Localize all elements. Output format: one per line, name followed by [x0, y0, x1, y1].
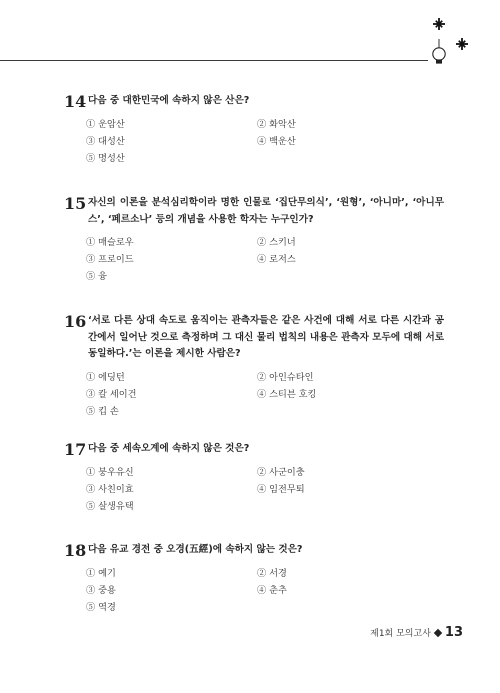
- question-text: 다음 유교 경전 중 오경(五經)에 속하지 않는 것은?: [88, 544, 303, 555]
- option-1[interactable]: ① 붕우유신: [86, 467, 134, 478]
- options-grid: [86, 371, 444, 418]
- header-rule: [0, 60, 428, 61]
- question-text: 다음 중 대한민국에 속하지 않은 산은?: [88, 95, 250, 106]
- header-decoration: [418, 14, 500, 74]
- option-2[interactable]: ② 아인슈타인: [257, 371, 314, 383]
- option-2[interactable]: ② 화악산: [257, 119, 296, 130]
- option-4[interactable]: ④ 스티븐 호킹: [257, 388, 317, 400]
- question-15: [64, 196, 444, 283]
- question-18: [64, 543, 444, 614]
- sparkle-icon: [456, 38, 468, 50]
- options-grid: [86, 567, 444, 614]
- options-grid: [86, 466, 444, 513]
- page-footer: [370, 625, 463, 640]
- option-1[interactable]: ① 에딩턴: [86, 371, 125, 383]
- question-16: [64, 314, 444, 418]
- question-number: 17: [64, 440, 87, 459]
- option-1[interactable]: ① 예기: [86, 568, 116, 579]
- question-text: ‘서로 다른 상대 속도로 움직이는 관측자들은 같은 사건에 대해 서로 다른 시간과 공간에서 일어난 것으로 측정하며 그 대신 물리 법칙의 내용은 관측자 모두에 대해 서로 동일하다.’는 이론을 제시한 사람은?: [88, 315, 444, 359]
- question-17: [64, 442, 444, 513]
- option-3[interactable]: ③ 대성산: [86, 136, 125, 147]
- question-number: 18: [64, 541, 87, 560]
- question-14: [64, 94, 444, 165]
- option-1[interactable]: ① 운암산: [86, 119, 125, 130]
- option-5[interactable]: ⑤ 명성산: [86, 153, 125, 164]
- page-number: 13: [444, 625, 463, 640]
- option-3[interactable]: ③ 중용: [86, 585, 116, 596]
- option-3[interactable]: ③ 프로이드: [86, 254, 134, 265]
- question-text: 다음 중 세속오계에 속하지 않은 것은?: [88, 443, 250, 454]
- option-5[interactable]: ⑤ 살생유택: [86, 501, 134, 512]
- diamond-bullet-icon: [434, 628, 442, 636]
- option-5[interactable]: ⑤ 역경: [86, 602, 116, 613]
- option-3[interactable]: ③ 칼 세이건: [86, 388, 137, 400]
- question-number: 16: [64, 312, 87, 331]
- question-text: 자신의 이론을 분석심리학이라 명한 인물로 ‘집단무의식’, ‘원형’, ‘아니마’, ‘아니무스’, ‘페르소나’ 등의 개념을 사용한 학자는 누구인가?: [88, 197, 444, 225]
- option-2[interactable]: ② 스키너: [257, 237, 296, 248]
- option-4[interactable]: ④ 로저스: [257, 254, 296, 265]
- option-4[interactable]: ④ 춘추: [257, 585, 287, 596]
- option-3[interactable]: ③ 사친이효: [86, 484, 134, 495]
- options-grid: [86, 118, 444, 165]
- option-4[interactable]: ④ 백운산: [257, 136, 296, 147]
- option-4[interactable]: ④ 임전무퇴: [257, 484, 305, 495]
- option-2[interactable]: ② 사군이충: [257, 467, 305, 478]
- option-5[interactable]: ⑤ 융: [86, 271, 107, 282]
- question-number: 15: [64, 194, 87, 213]
- options-grid: [86, 236, 444, 283]
- exam-title: 제1회 모의고사: [370, 629, 431, 639]
- question-number: 14: [64, 92, 87, 111]
- option-1[interactable]: ① 매슬로우: [86, 237, 134, 248]
- option-5[interactable]: ⑤ 킵 손: [86, 405, 119, 417]
- sparkle-icon: [433, 18, 445, 30]
- option-2[interactable]: ② 서경: [257, 568, 287, 579]
- lightbulb-icon: [433, 39, 445, 64]
